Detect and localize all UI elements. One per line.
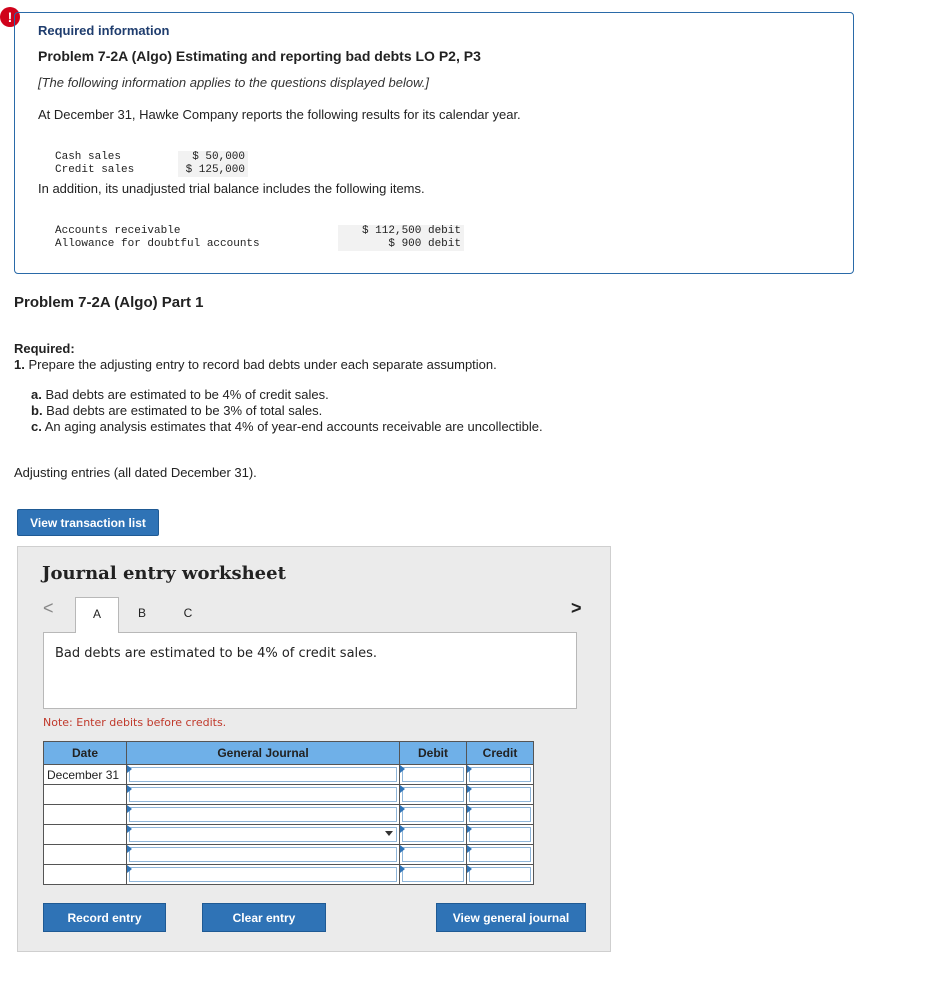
input-border xyxy=(402,807,464,822)
assumption-text: An aging analysis estimates that 4% of year-end accounts receivable are uncollectible. xyxy=(41,419,543,434)
flag-icon xyxy=(467,865,472,873)
flag-icon xyxy=(127,765,132,773)
table-row xyxy=(52,164,248,177)
problem-title: Problem 7-2A (Algo) Estimating and reporting bad debts LO P2, P3 xyxy=(38,48,481,64)
account-input[interactable] xyxy=(127,805,400,825)
input-border xyxy=(469,827,531,842)
table-row xyxy=(52,225,464,238)
flag-icon xyxy=(400,765,405,773)
table-row xyxy=(52,238,464,251)
account-select[interactable] xyxy=(127,825,400,845)
sales-label: Cash sales xyxy=(55,151,122,163)
assumption-text: Bad debts are estimated to be 3% of total sales. xyxy=(42,403,323,418)
table-row xyxy=(44,865,534,885)
required-information-heading: Required information xyxy=(38,23,170,38)
date-cell xyxy=(44,845,127,865)
table-row xyxy=(44,845,534,865)
applies-note: [The following information applies to the questions displayed below.] xyxy=(38,75,429,90)
sales-label: Credit sales xyxy=(55,164,135,176)
flag-icon xyxy=(400,865,405,873)
flag-icon xyxy=(127,785,132,793)
entry-description: Bad debts are estimated to be 4% of credit sales. xyxy=(55,646,378,661)
tab-b[interactable]: B xyxy=(137,606,146,620)
required-label: Required: xyxy=(14,341,75,356)
flag-icon xyxy=(400,785,405,793)
input-border xyxy=(129,847,397,862)
alert-icon: ! xyxy=(0,7,20,27)
table-header-row xyxy=(44,742,534,765)
part-title: Problem 7-2A (Algo) Part 1 xyxy=(14,294,204,311)
worksheet-title: Journal entry worksheet xyxy=(42,563,286,584)
table-row xyxy=(52,151,248,164)
trial-balance-label: Accounts receivable xyxy=(55,225,181,237)
flag-icon xyxy=(127,825,132,833)
trial-balance-label: Allowance for doubtful accounts xyxy=(55,238,260,250)
requirement-1 xyxy=(14,357,497,372)
flag-icon xyxy=(467,825,472,833)
sales-table xyxy=(52,151,248,177)
flag-icon xyxy=(400,805,405,813)
sales-amount: $ 50,000 xyxy=(178,151,248,164)
flag-icon xyxy=(467,805,472,813)
date-cell: December 31 xyxy=(44,765,127,785)
assumption-letter: a. xyxy=(31,387,42,402)
input-border xyxy=(129,827,397,842)
flag-icon xyxy=(127,845,132,853)
input-border xyxy=(469,807,531,822)
dropdown-arrow-icon[interactable] xyxy=(385,831,393,836)
input-border xyxy=(129,867,397,882)
assumption-b xyxy=(31,403,322,418)
prev-arrow-icon[interactable]: < xyxy=(43,598,54,618)
clear-entry-button[interactable]: Clear entry xyxy=(202,903,326,932)
date-cell xyxy=(44,805,127,825)
table-row xyxy=(44,785,534,805)
debit-input[interactable] xyxy=(400,785,467,805)
input-border xyxy=(129,787,397,802)
input-border xyxy=(469,847,531,862)
input-border xyxy=(469,787,531,802)
trial-balance-amount: $ 900 debit xyxy=(338,238,464,251)
flag-icon xyxy=(467,845,472,853)
table-row xyxy=(44,825,534,845)
credit-input[interactable] xyxy=(467,805,534,825)
next-arrow-icon[interactable]: > xyxy=(571,598,582,618)
view-general-journal-button[interactable]: View general journal xyxy=(436,903,586,932)
input-border xyxy=(402,787,464,802)
assumption-letter: b. xyxy=(31,403,43,418)
requirement-number: 1. xyxy=(14,357,25,372)
flag-icon xyxy=(400,825,405,833)
input-border xyxy=(402,767,464,782)
account-input[interactable] xyxy=(127,865,400,885)
assumption-a xyxy=(31,387,329,402)
debit-input[interactable] xyxy=(400,845,467,865)
assumption-c xyxy=(31,419,543,434)
debit-input[interactable] xyxy=(400,805,467,825)
account-input[interactable] xyxy=(127,785,400,805)
entry-description-box xyxy=(43,632,577,709)
flag-icon xyxy=(127,805,132,813)
column-header-date: Date xyxy=(44,742,127,765)
input-border xyxy=(402,847,464,862)
requirement-text: Prepare the adjusting entry to record bad debts under each separate assumption. xyxy=(24,357,497,372)
journal-table xyxy=(43,741,534,885)
debit-input[interactable] xyxy=(400,825,467,845)
credit-input[interactable] xyxy=(467,785,534,805)
account-input[interactable] xyxy=(127,845,400,865)
trial-balance-intro: In addition, its unadjusted trial balance includes the following items. xyxy=(38,181,425,196)
credit-input[interactable] xyxy=(467,845,534,865)
column-header-general-journal: General Journal xyxy=(127,742,400,765)
flag-icon xyxy=(467,785,472,793)
flag-icon xyxy=(467,765,472,773)
debits-credits-note: Note: Enter debits before credits. xyxy=(43,716,227,729)
trial-balance-amount: $ 112,500 debit xyxy=(338,225,464,238)
credit-input[interactable] xyxy=(467,825,534,845)
assumption-letter: c. xyxy=(31,419,42,434)
date-cell xyxy=(44,825,127,845)
input-border xyxy=(129,807,397,822)
input-border xyxy=(469,767,531,782)
table-row xyxy=(44,765,534,785)
tab-c[interactable]: C xyxy=(183,606,193,620)
tab-a[interactable]: A xyxy=(75,597,119,633)
debit-input[interactable] xyxy=(400,765,467,785)
credit-input[interactable] xyxy=(467,865,534,885)
sales-amount: $ 125,000 xyxy=(178,164,248,177)
view-transaction-list-button[interactable]: View transaction list xyxy=(17,509,159,536)
intro-text: At December 31, Hawke Company reports the following results for its calendar year. xyxy=(38,107,521,122)
trial-balance-table xyxy=(52,225,464,251)
flag-icon xyxy=(400,845,405,853)
account-input[interactable] xyxy=(127,765,400,785)
assumption-text: Bad debts are estimated to be 4% of credit sales. xyxy=(41,387,329,402)
debit-input[interactable] xyxy=(400,865,467,885)
input-border xyxy=(129,767,397,782)
record-entry-button[interactable]: Record entry xyxy=(43,903,166,932)
table-row xyxy=(44,805,534,825)
date-cell xyxy=(44,865,127,885)
flag-icon xyxy=(127,865,132,873)
date-cell xyxy=(44,785,127,805)
credit-input[interactable] xyxy=(467,765,534,785)
column-header-credit: Credit xyxy=(467,742,534,765)
input-border xyxy=(402,867,464,882)
input-border xyxy=(469,867,531,882)
adjusting-entries-note: Adjusting entries (all dated December 31). xyxy=(14,465,257,480)
column-header-debit: Debit xyxy=(400,742,467,765)
input-border xyxy=(402,827,464,842)
